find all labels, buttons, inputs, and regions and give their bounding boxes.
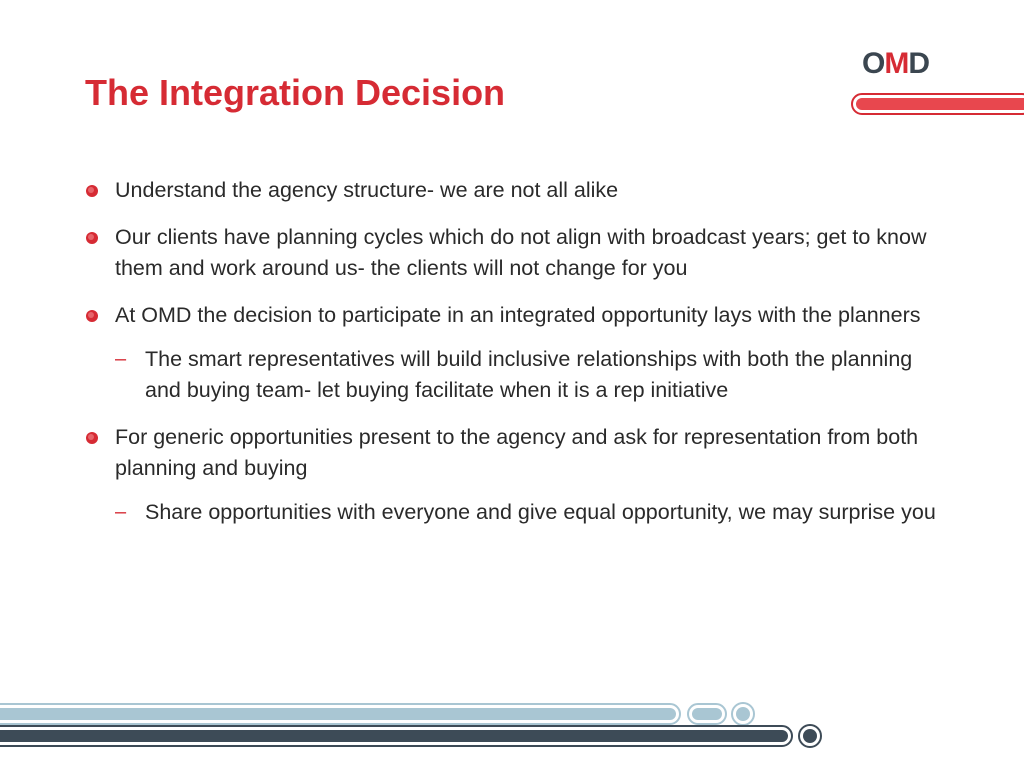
logo-red-bar: [850, 92, 1024, 116]
dash-icon: –: [115, 501, 127, 523]
bullet-item: [85, 422, 945, 484]
bullet-text: Our clients have planning cycles which do not align with broadcast years; get to know them and work around us- the clients will not change for you: [115, 225, 927, 280]
bullet-item: [85, 222, 945, 284]
bullet-text: For generic opportunities present to the agency and ask for representation from both planning and buying: [115, 425, 919, 480]
bullet-text: At OMD the decision to participate in an integrated opportunity lays with the planners: [115, 303, 921, 327]
bullet-dot-icon: [85, 184, 99, 198]
bullet-text: Understand the agency structure- we are not all alike: [115, 178, 619, 202]
omd-logo: [850, 40, 1024, 120]
bullet-item: [85, 300, 945, 331]
bullet-dot-icon: [85, 231, 99, 245]
footer-dark-band: [0, 725, 821, 747]
omd-logo-text: [862, 44, 929, 84]
dash-icon: –: [115, 348, 127, 370]
bullet-list: [85, 175, 945, 544]
sub-bullet-text: The smart representatives will build inclusive relationships with both the planning and buying team- let buying facilitate when it is a rep initiative: [145, 347, 913, 402]
footer-decoration: [0, 696, 1024, 756]
bullet-dot-icon: [85, 431, 99, 445]
sub-bullet-item: [85, 497, 945, 528]
logo-letter-o: O: [862, 47, 885, 80]
sub-bullet-item: [85, 344, 945, 406]
bullet-dot-icon: [85, 309, 99, 323]
sub-bullet-text: Share opportunities with everyone and give equal opportunity, we may surprise you: [145, 500, 936, 524]
slide-title: The Integration Decision: [85, 72, 506, 113]
bullet-item: [85, 175, 945, 206]
logo-letter-d: D: [908, 47, 930, 80]
footer-light-band: [0, 703, 754, 725]
logo-letter-m: M: [884, 47, 909, 80]
